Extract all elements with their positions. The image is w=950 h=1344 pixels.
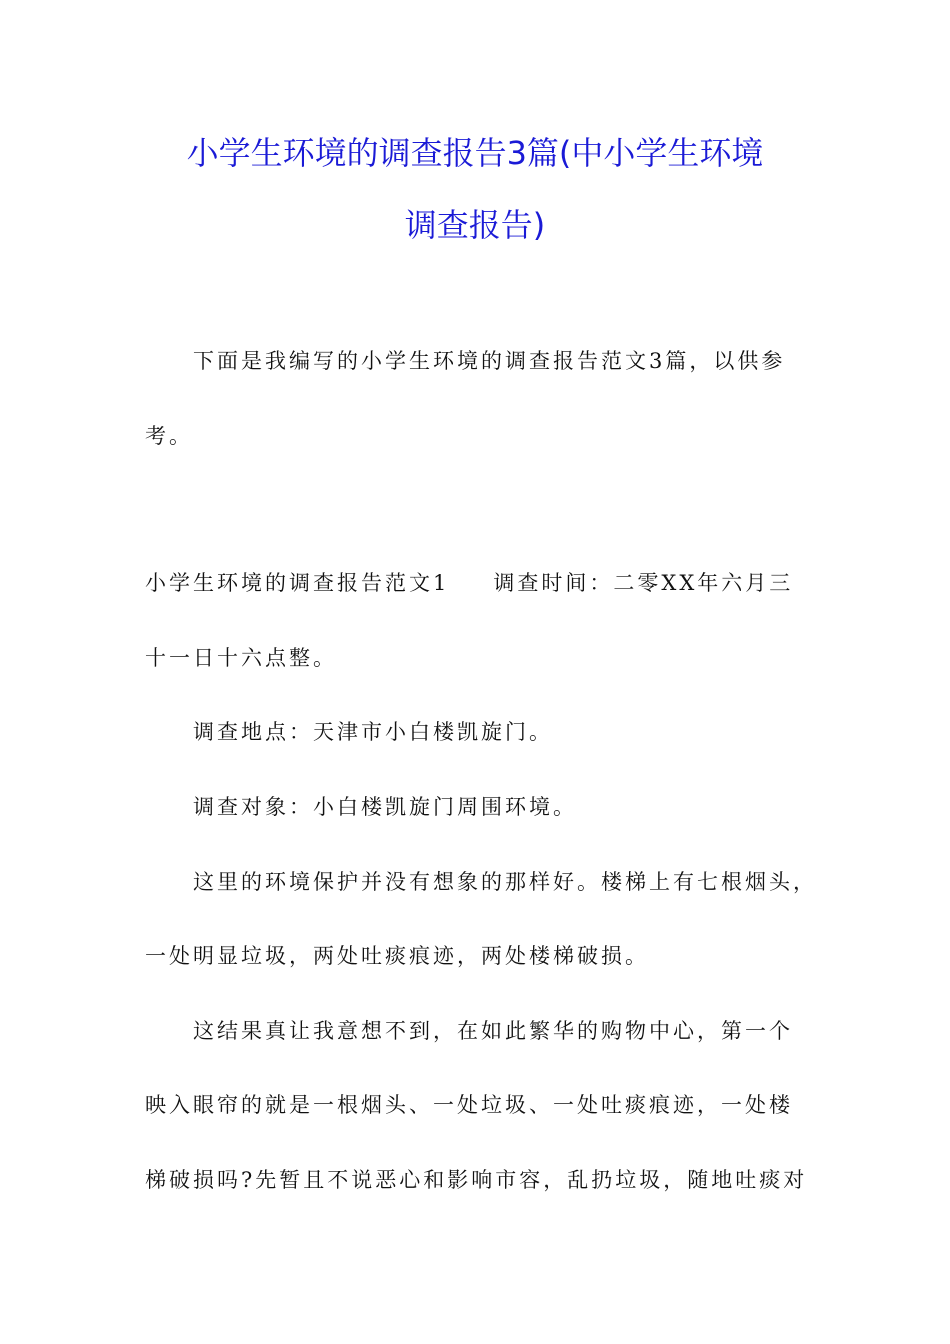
document-title-line-2: 调查报告) bbox=[404, 206, 546, 244]
survey-time-continued: 十一日十六点整。 bbox=[145, 646, 337, 670]
paragraph-body-line-4: 映入眼帘的就是一根烟头、一处垃圾、一处吐痰痕迹，一处楼 bbox=[145, 1093, 793, 1117]
paragraph-intro-line-1: 下面是我编写的小学生环境的调查报告范文3篇，以供参 bbox=[193, 349, 786, 373]
section-heading-line bbox=[145, 570, 815, 596]
survey-subject: 调查对象：小白楼凯旋门周围环境。 bbox=[193, 795, 577, 819]
paragraph-body-line-1: 这里的环境保护并没有想象的那样好。楼梯上有七根烟头， bbox=[193, 870, 817, 894]
paragraph-body-line-5: 梯破损吗?先暂且不说恶心和影响市容，乱扔垃圾，随地吐痰对 bbox=[145, 1168, 808, 1192]
paragraph-body-line-3: 这结果真让我意想不到，在如此繁华的购物中心，第一个 bbox=[193, 1019, 793, 1043]
document-title-line-1: 小学生环境的调查报告3篇(中小学生环境 bbox=[186, 134, 764, 172]
paragraph-body-line-2: 一处明显垃圾，两处吐痰痕迹，两处楼梯破损。 bbox=[145, 944, 649, 968]
paragraph-intro-line-2: 考。 bbox=[145, 424, 193, 448]
survey-location: 调查地点：天津市小白楼凯旋门。 bbox=[193, 720, 553, 744]
survey-time-label: 调查时间：二零XX年六月三 bbox=[493, 571, 794, 595]
section-heading: 小学生环境的调查报告范文1 bbox=[145, 571, 450, 595]
